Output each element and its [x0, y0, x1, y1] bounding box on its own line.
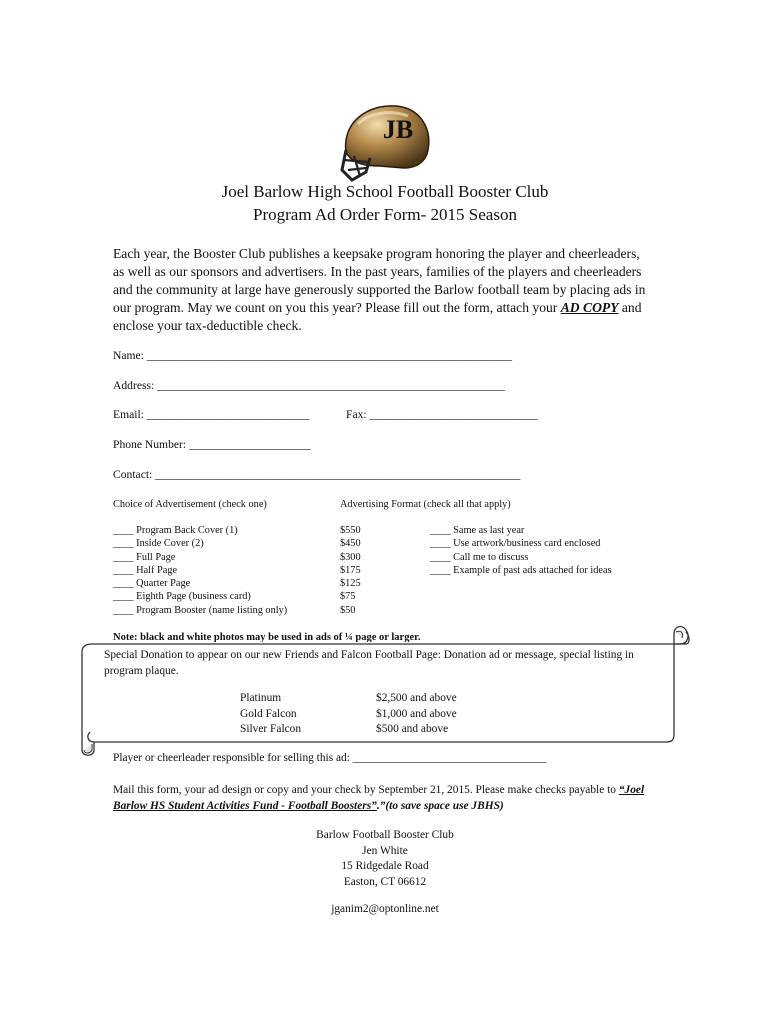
- format-option[interactable]: ____ Same as last year: [430, 525, 525, 536]
- choice-price: $75: [340, 591, 356, 603]
- special-donation-text: Special Donation to appear on our new Friends and Falcon Football Page: Donation ad or message, special listing in program plaque.: [104, 649, 634, 677]
- logo-initials: JB: [382, 115, 414, 144]
- tier-name: Platinum: [240, 692, 282, 704]
- contact-field[interactable]: Contact: _______________________________________________________________: [113, 468, 521, 481]
- mailing-address: [0, 828, 770, 890]
- price-list: [340, 524, 361, 617]
- format-option[interactable]: ____ Call me to discuss: [430, 551, 529, 563]
- choice-price: $50: [340, 604, 356, 616]
- payee-name: “Joel Barlow HS Student Activities Fund - Football Boosters”: [113, 784, 645, 812]
- tier-name: Silver Falcon: [240, 723, 302, 735]
- choice-heading: Choice of Advertisement (check one): [113, 499, 267, 510]
- football-helmet-logo: [340, 100, 432, 184]
- choice-price: $300: [340, 551, 361, 563]
- form-title: Joel Barlow High School Football Booster Club: [221, 182, 549, 201]
- format-option[interactable]: ____ Use artwork/business card enclosed: [430, 538, 601, 550]
- choice-option[interactable]: ____ Half Page: [113, 564, 178, 576]
- fax-field[interactable]: Fax: _____________________________: [346, 408, 538, 421]
- ad-copy-emphasis: AD COPY: [560, 300, 619, 316]
- format-list: [430, 524, 612, 577]
- form-subtitle: Program Ad Order Form- 2015 Season: [253, 205, 517, 224]
- contact-email[interactable]: jganim2@optonline.net: [331, 903, 439, 915]
- choice-price: $550: [340, 525, 361, 536]
- choice-option[interactable]: ____ Program Back Cover (1): [113, 525, 238, 536]
- choice-price: $450: [340, 538, 361, 550]
- choice-price: $125: [340, 578, 361, 590]
- responsible-seller-field[interactable]: Player or cheerleader responsible for selling this ad: __________________________________: [113, 752, 547, 764]
- name-field[interactable]: Name: _______________________________________________________________: [113, 349, 513, 362]
- tier-name: Gold Falcon: [240, 707, 297, 720]
- tier-names: [240, 691, 301, 738]
- format-option[interactable]: ____ Example of past ads attached for ideas: [430, 564, 612, 576]
- address-field[interactable]: Address: ____________________________________________________________: [113, 379, 505, 392]
- choice-option[interactable]: ____ Eighth Page (business card): [113, 591, 251, 603]
- address-line: Easton, CT 06612: [343, 875, 427, 888]
- tier-amount: $500 and above: [376, 723, 449, 735]
- format-heading: Advertising Format (check all that apply): [340, 499, 511, 510]
- email-field[interactable]: Email: ____________________________: [113, 408, 310, 421]
- phone-field[interactable]: Phone Number: _____________________: [113, 438, 311, 451]
- choice-option[interactable]: ____ Quarter Page: [113, 578, 191, 590]
- address-line: Jen White: [362, 844, 408, 857]
- tier-amount: $2,500 and above: [376, 692, 457, 704]
- choice-option[interactable]: ____ Program Booster (name listing only): [113, 604, 288, 616]
- tier-amount: $1,000 and above: [376, 707, 457, 720]
- address-line: 15 Ridgedale Road: [341, 860, 429, 872]
- address-line: Barlow Football Booster Club: [316, 829, 454, 841]
- choice-price: $175: [340, 564, 361, 576]
- choice-option[interactable]: ____ Inside Cover (2): [113, 538, 204, 550]
- choice-list: [113, 524, 287, 617]
- mail-instructions: Mail this form, your ad design or copy and your check by September 21, 2015. Please make checks payable to “Joel Barlow HS Student Activities Fund - Football Boosters”.”(to save space use JBHS): [113, 784, 645, 812]
- photo-note: Note: black and white photos may be used in ads of ¼ page or larger.: [113, 632, 421, 642]
- choice-option[interactable]: ____ Full Page: [113, 551, 176, 563]
- tier-amounts: [376, 691, 457, 738]
- intro-paragraph: Each year, the Booster Club publishes a keepsake program honoring the player and cheerleaders, as well as our sponsors and advertisers. In the past years, families of the players and cheerleaders and the community at large have generously supported the Barlow football team by placing ads in our program. May we count on you this year? Please fill out the form, attach your AD COPY and enclose your tax-deductible check.: [113, 246, 646, 334]
